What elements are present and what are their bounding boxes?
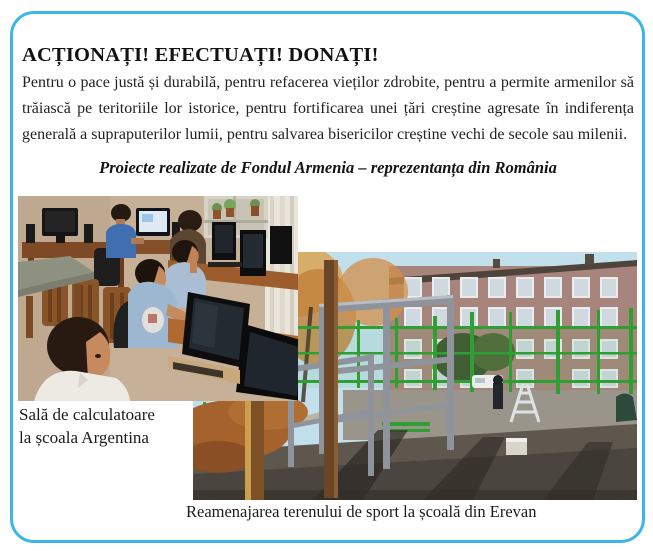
caption-computer-lab-line1: Sală de calculatoare bbox=[19, 405, 155, 424]
intro-paragraph-line: Pentru o pace justă și durabilă, pentru refacerea vieților zdrobite, pentru a permite armenilor să bbox=[22, 74, 634, 91]
intro-paragraph bbox=[22, 70, 634, 148]
caption-sports-field: Reamenajarea terenului de sport la școală din Erevan bbox=[186, 502, 537, 521]
intro-paragraph-line: trăiască pe teritoriile lor istorice, pentru fortificarea unei țări creștine agresate în indiferența bbox=[22, 100, 634, 117]
computer-lab-illustration bbox=[18, 196, 298, 401]
computer-lab-photo bbox=[18, 196, 298, 401]
page-title: ACȚIONAȚI! EFECTUAȚI! DONAȚI! bbox=[22, 43, 379, 66]
caption-computer-lab bbox=[19, 403, 155, 449]
intro-paragraph-line: generală a supraputerilor lumii, pentru salvarea bisericilor creștine vechi de secole sau milenii. bbox=[22, 126, 628, 143]
projects-heading: Proiecte realizate de Fondul Armenia – reprezentanța din România bbox=[99, 158, 557, 177]
caption-computer-lab-line2: la școala Argentina bbox=[19, 428, 149, 447]
